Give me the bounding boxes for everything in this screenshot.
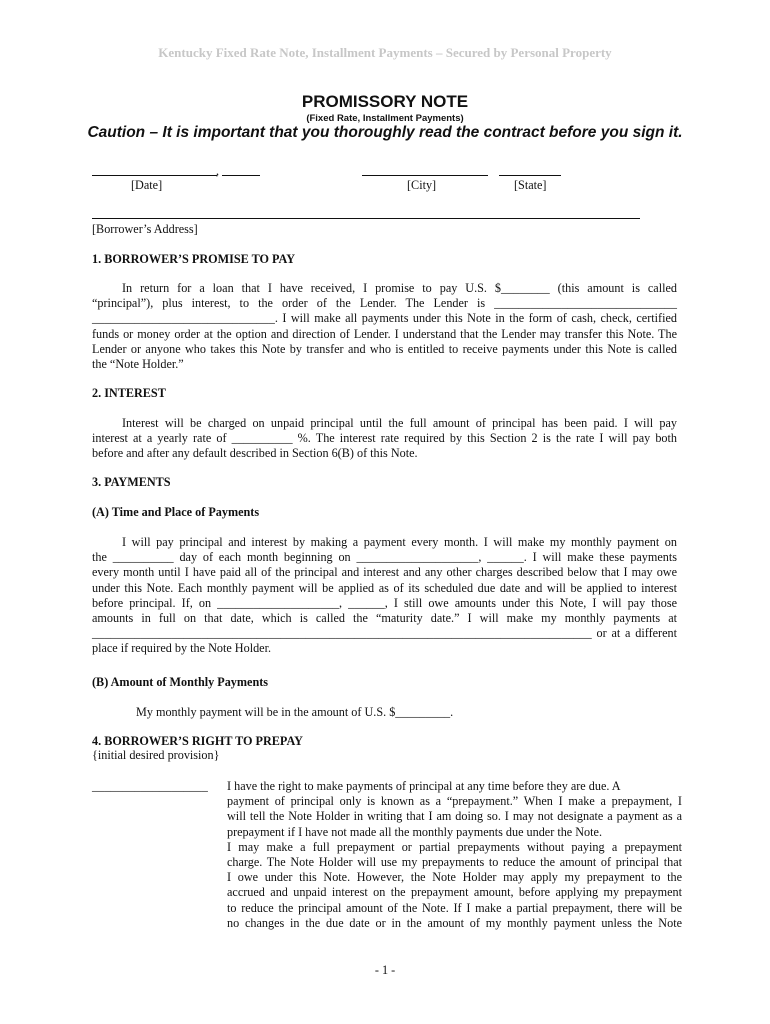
section-4-heading: 4. BORROWER’S RIGHT TO PREPAY bbox=[92, 734, 303, 748]
section-2-heading: 2. INTEREST bbox=[92, 386, 166, 400]
section-2-line: Interest will be charged on unpaid principal until the full amount of principal has been paid. I will pay bbox=[122, 416, 677, 430]
section-1-body bbox=[92, 281, 677, 372]
city-label: [City] bbox=[407, 178, 437, 192]
section-4-initial-blank: ___________________ bbox=[92, 779, 208, 793]
section-2-line: interest at a yearly rate of __________ %. The interest rate required by this Section 2 is the rate I will pay both bbox=[92, 431, 677, 446]
section-3a-line: the __________ day of each month beginning on ____________________, ______. I will make these payments bbox=[92, 550, 677, 565]
section-3a-heading: (A) Time and Place of Payments bbox=[92, 505, 260, 519]
section-2-body bbox=[92, 416, 677, 462]
section-3a-line: before principal. If, on ____________________, ______, I still owe amounts under this Note, I will pay those bbox=[92, 595, 677, 610]
section-4-line: accrued and unpaid interest on the prepayment amount, before applying my prepayment bbox=[227, 885, 682, 900]
city-blank-line bbox=[362, 175, 488, 176]
state-blank-line bbox=[499, 175, 561, 176]
date-blank-line bbox=[92, 175, 217, 176]
section-4-note: {initial desired provision} bbox=[92, 748, 220, 762]
section-4-line: no changes in the due date or in the amount of my monthly payment unless the Note bbox=[227, 915, 682, 930]
section-3b-line: My monthly payment will be in the amount of U.S. $_________. bbox=[136, 705, 454, 719]
section-3a-line: __________________________________________________________________________________ or at a different bbox=[92, 626, 677, 641]
page-number: - 1 - bbox=[374, 963, 396, 977]
state-label: [State] bbox=[514, 178, 547, 192]
date-label: [Date] bbox=[131, 178, 163, 192]
section-3a-line: amounts in full on that date, which is called the “maturity date.” I will make my monthly payments at bbox=[92, 610, 677, 625]
section-1-line: the “Note Holder.” bbox=[92, 356, 184, 371]
section-3a-line: I will pay principal and interest by making a payment every month. I will make my monthly payment on bbox=[122, 535, 677, 549]
section-4-line: I may make a full prepayment or partial prepayments without paying a prepayment bbox=[227, 839, 682, 854]
address-label: [Borrower’s Address] bbox=[92, 222, 198, 236]
section-4-line: payment of principal only is known as a “prepayment.” When I make a prepayment, I bbox=[227, 794, 682, 809]
section-3-heading: 3. PAYMENTS bbox=[92, 475, 171, 489]
date-comma: , bbox=[216, 164, 220, 178]
section-4-line: prepayment if I have not made all the monthly payments due under the Note. bbox=[227, 824, 602, 839]
section-3a-body bbox=[92, 535, 677, 657]
section-1-line: Lender or anyone who takes this Note by transfer and who is entitled to receive payments under this Note is called bbox=[92, 341, 677, 356]
section-1-line: In return for a loan that I have received, I promise to pay U.S. $________ (this amount is called bbox=[122, 281, 677, 295]
section-3b-heading: (B) Amount of Monthly Payments bbox=[92, 675, 269, 689]
section-4-line: to reduce the principal amount of the Note. If I make a partial prepayment, there will be bbox=[227, 900, 682, 915]
document-title: PROMISSORY NOTE bbox=[301, 92, 469, 111]
address-blank-line bbox=[92, 218, 640, 219]
year-blank-line bbox=[222, 175, 260, 176]
caution-notice: Caution – It is important that you thoroughly read the contract before you sign it. bbox=[87, 124, 683, 141]
section-4-line: I owe under this Note. However, the Note Holder may apply my prepayment to the bbox=[227, 870, 682, 885]
section-4-line: I have the right to make payments of principal at any time before they are due. A bbox=[227, 779, 621, 793]
document-subtitle: (Fixed Rate, Installment Payments) bbox=[306, 113, 464, 124]
section-3a-line: every month until I have paid all of the principal and interest and any other charges described below that I may owe bbox=[92, 565, 677, 580]
section-1-line: funds or money order at the option and direction of Lender. I understand that the Lender may transfer this Note. The bbox=[92, 326, 677, 341]
section-3a-line: place if required by the Note Holder. bbox=[92, 641, 272, 656]
section-4-line: will tell the Note Holder in writing that I am doing so. I may not designate a payment as a bbox=[227, 809, 682, 824]
section-1-line: “principal”), plus interest, to the order of the Lender. The Lender is ______________________________ bbox=[92, 296, 677, 311]
section-4-body bbox=[227, 779, 682, 931]
section-1-heading: 1. BORROWER’S PROMISE TO PAY bbox=[92, 252, 296, 266]
document-header: Kentucky Fixed Rate Note, Installment Payments – Secured by Personal Property bbox=[158, 45, 612, 60]
section-2-line: before and after any default described in Section 6(B) of this Note. bbox=[92, 446, 418, 461]
section-4-line: charge. The Note Holder will use my prepayments to reduce the amount of principal that bbox=[227, 854, 682, 869]
section-1-line: ______________________________. I will make all payments under this Note in the form of cash, check, certified bbox=[92, 311, 677, 326]
section-3a-line: under this Note. Each monthly payment will be applied as of its scheduled due date and will be applied to interest bbox=[92, 580, 677, 595]
